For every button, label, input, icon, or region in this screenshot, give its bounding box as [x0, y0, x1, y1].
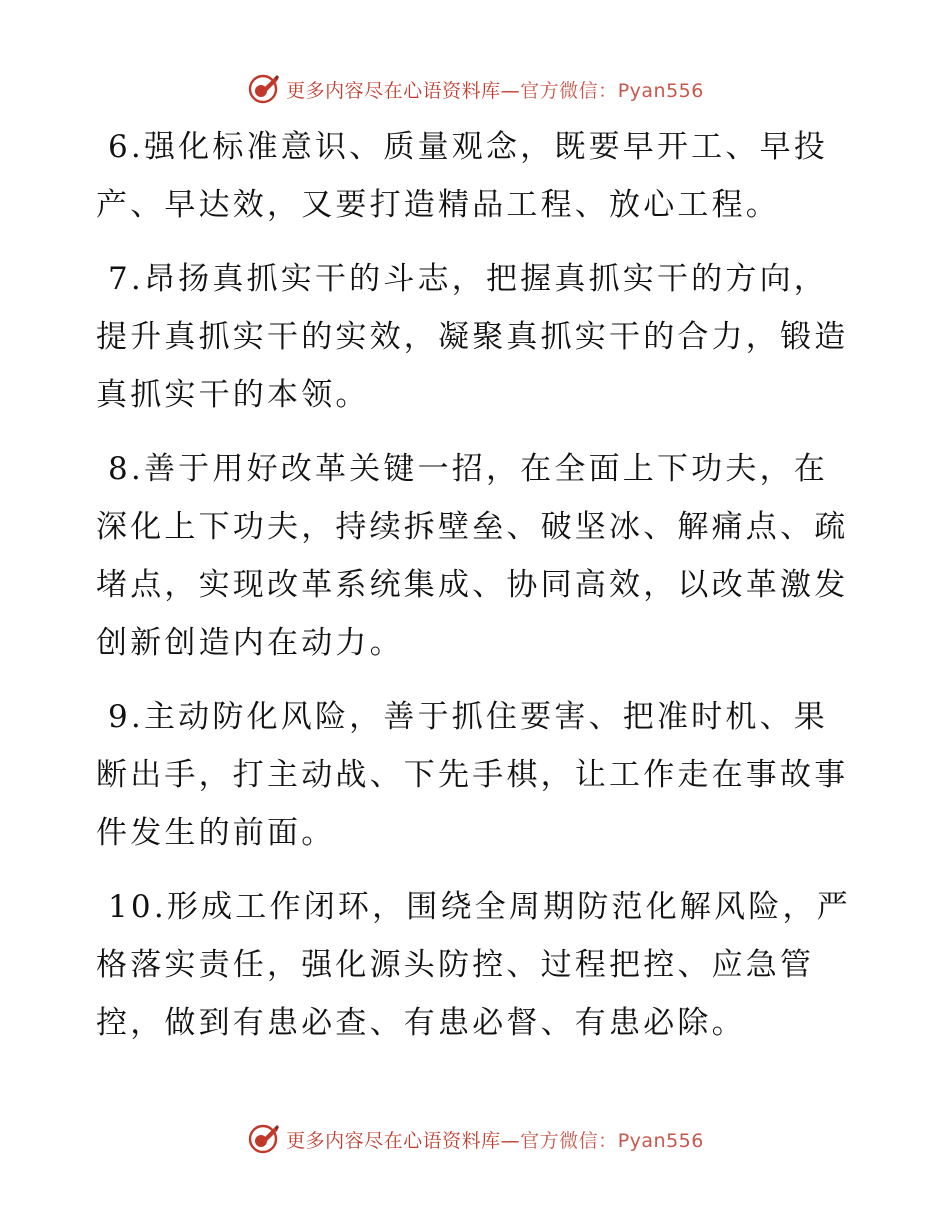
watermark-main-text: 更多内容尽在心语资料库 [286, 1129, 501, 1152]
watermark-main-text: 更多内容尽在心语资料库 [286, 79, 501, 102]
paragraph-number: 9. [108, 699, 144, 735]
header-watermark [0, 72, 950, 106]
watermark-separator: — [500, 1129, 521, 1152]
pen-logo-icon [246, 72, 280, 106]
footer-watermark [0, 1122, 950, 1156]
document-body [96, 118, 856, 1068]
paragraph-number: 7. [108, 261, 144, 297]
paragraph-number: 8. [108, 451, 144, 487]
paragraph-number: 6. [108, 129, 144, 165]
pen-logo-icon [246, 1122, 280, 1156]
paragraph-text: 主动防化风险，善于抓住要害、把准时机、果断出手，打主动战、下先手棋，让工作走在事故事件发生的前面。 [96, 699, 849, 851]
paragraph-10 [96, 878, 856, 1052]
watermark-wechat-id: Pyan556 [617, 79, 704, 102]
watermark-wechat-label: 官方微信： [520, 79, 618, 102]
paragraph-9 [96, 688, 856, 862]
paragraph-text: 昂扬真抓实干的斗志，把握真抓实干的方向，提升真抓实干的实效，凝聚真抓实干的合力，锻造真抓实干的本领。 [96, 261, 849, 413]
watermark-text [286, 1126, 704, 1153]
paragraph-6 [96, 118, 856, 234]
watermark-separator: — [500, 79, 521, 102]
paragraph-text: 强化标准意识、质量观念，既要早开工、早投产、早达效，又要打造精品工程、放心工程。 [96, 129, 828, 223]
watermark-wechat-id: Pyan556 [617, 1129, 704, 1152]
paragraph-8 [96, 440, 856, 672]
paragraph-text: 形成工作闭环，围绕全周期防范化解风险，严格落实责任，强化源头防控、过程把控、应急管控，做到有患必查、有患必督、有患必除。 [96, 889, 851, 1041]
paragraph-number: 10. [108, 889, 167, 925]
paragraph-text: 善于用好改革关键一招，在全面上下功夫，在深化上下功夫，持续拆壁垒、破坚冰、解痛点、疏堵点，实现改革系统集成、协同高效，以改革激发创新创造内在动力。 [96, 451, 849, 661]
watermark-text [286, 76, 704, 103]
paragraph-7 [96, 250, 856, 424]
watermark-wechat-label: 官方微信： [520, 1129, 618, 1152]
